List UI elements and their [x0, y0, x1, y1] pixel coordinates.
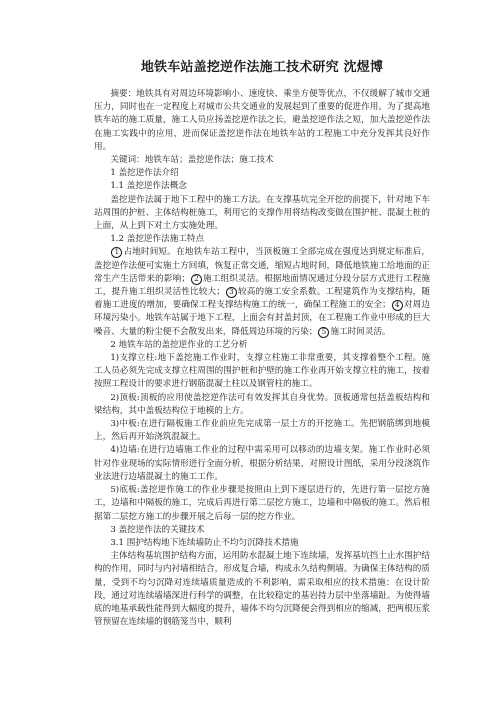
abstract: 摘要：地铁具有对周边环境影响小、速度快、乘坐方便等优点，不仅缓解了城市交通压力，同时也在一定程度上对城市公共交通业的发展起到了重要的促进作用。为了提高地铁车站的施工质量，施工人员应扬盖挖逆作法之长，避盖挖逆作法之短，加大盖挖逆作法在施工实践中的应用，进而保证盖挖逆作法在地铁车站的工程施工中充分发挥其良好作用。 [94, 89, 430, 152]
step-1-columns: 1)支撑立柱:地下盖挖施工作业时，支撑立柱施工非常重要，其支撑着整个工程。施工人员必须先完成支撑立柱周围的围护桩和护壁的施工作业再开始支撑立柱的施工，按着按照工程设计的要求进行钢筋混凝土柱以及钢管柱的施工。 [94, 353, 430, 390]
feature-3: 较高的施工安全系数。工程建筑作为支撑结构，随着施工进度的增加，要确保工程支撑结构施工的统一，确保工程施工的安全； [94, 287, 430, 311]
paragraph-1-1: 盖挖逆作法属于地下工程中的施工方法。在支撑基坑完全开挖的前提下，针对地下车站周围的护桩、主体结构桩施工，利用它的支撑作用将结构改变做在围护桩、混凝土桩的上面，从上到下对土方实施处理。 [94, 194, 430, 232]
section-heading-2: 2 地铁车站的盖挖逆作业的工艺分析 [110, 339, 248, 350]
circled-number-4: 4 [392, 300, 403, 311]
circled-number-3: 3 [226, 287, 237, 298]
document-body [94, 88, 430, 629]
circled-number-2: 2 [191, 274, 202, 285]
keywords: 关键词：地铁车站；盖挖逆作法；施工技术 [110, 155, 274, 166]
subsection-heading-1-1: 1.1 盖挖逆作法概念 [110, 181, 187, 192]
document-title: 地铁车站盖挖逆作法施工技术研究 沈煜博 [140, 60, 384, 75]
section-heading-3: 3 盖挖逆作法的关键技术 [110, 524, 205, 535]
step-2-roof-slab: 2)顶板:顶板的应用使盖挖逆作法可有效发挥其自身优势。顶板通常包括盖板结构和梁结构，其中盖板结构位于地模的上方。 [94, 392, 430, 416]
features-paragraph [94, 246, 430, 338]
step-4-side-wall: 4)边墙:在进行边墙施工作业的过程中需采用可以移动的边墙支架。施工作业时必须针对作业现场的实际情形进行全面分析，根据分析结果，对照设计图纸，采用分段浇筑作业法进行边墙混凝土的施工工作。 [94, 445, 430, 482]
section-heading-1: 1 盖挖逆作法介绍 [110, 168, 179, 179]
feature-2: 施工组织灵活。根据地面情况通过分段分层方式进行工程施工，提升施工组织灵活性比较大； [94, 273, 430, 298]
step-5-floor-slab: 5)底板:盖挖逆作施工的作业步骤是按照由上到下逐层进行的，先进行第一层挖方施工，边墙和中隔板的施工，完成后再进行第二层挖方施工，边墙和中隔板的施工。然后根据第二层挖方施工的步骤开展之后每一层的挖方作业。 [94, 485, 430, 522]
step-3-middle-slab: 3)中板:在进行隔板施工作业前应先完成第一层土方的开挖施工。先把钢筋绑到地模上，然后再开始浇筑混凝土。 [94, 419, 430, 443]
subsection-heading-3-1: 3.1 围护结构地下连续墙防止不均匀沉降技术措施 [110, 537, 299, 548]
feature-4: 对周边环境污染小。地铁车站属于地下工程，上面会有封盖封顶，在工程施工作业中形成的巨大噪音、大量的粉尘便不会散发出来，降低周边环境的污染； [94, 300, 430, 337]
feature-1: 占地时间短。在地铁车站工程中，当顶板施工全部完成在强度达到规定标准后，盖挖逆作法便可实施土方回填，恢复正常交通，缩短占地时间，降低地铁施工给地面的正常生产生活带来的影响； [94, 247, 430, 284]
circled-number-1: 1 [111, 247, 122, 258]
circled-number-5: 5 [318, 327, 329, 338]
paragraph-3-1: 主体结构基坑围护结构方面，运用防水混凝土地下连续墙，发挥基坑挡土止水围护结构的作用，同时与内衬墙相结合，形成复合墙，构成永久结构侧墙。为确保主体结构的质量，受到不均匀沉降对连续墙质量造成的不利影响，需采取相应的技术措施：在设计阶段，通过对连续墙墙深进行科学的调整，在比较稳定的基岩持力层中坐落墙趾。为使得墙底的地基承载性能得到大幅度的提升，墙体不均匀沉降便会得到相应的缩减，把两根压浆管预留在连续墙的钢筋笼当中，顺利 [94, 551, 430, 628]
subsection-heading-1-2: 1.2 盖挖逆作法施工特点 [110, 234, 205, 245]
feature-5: 施工时间灵活。 [330, 326, 391, 337]
